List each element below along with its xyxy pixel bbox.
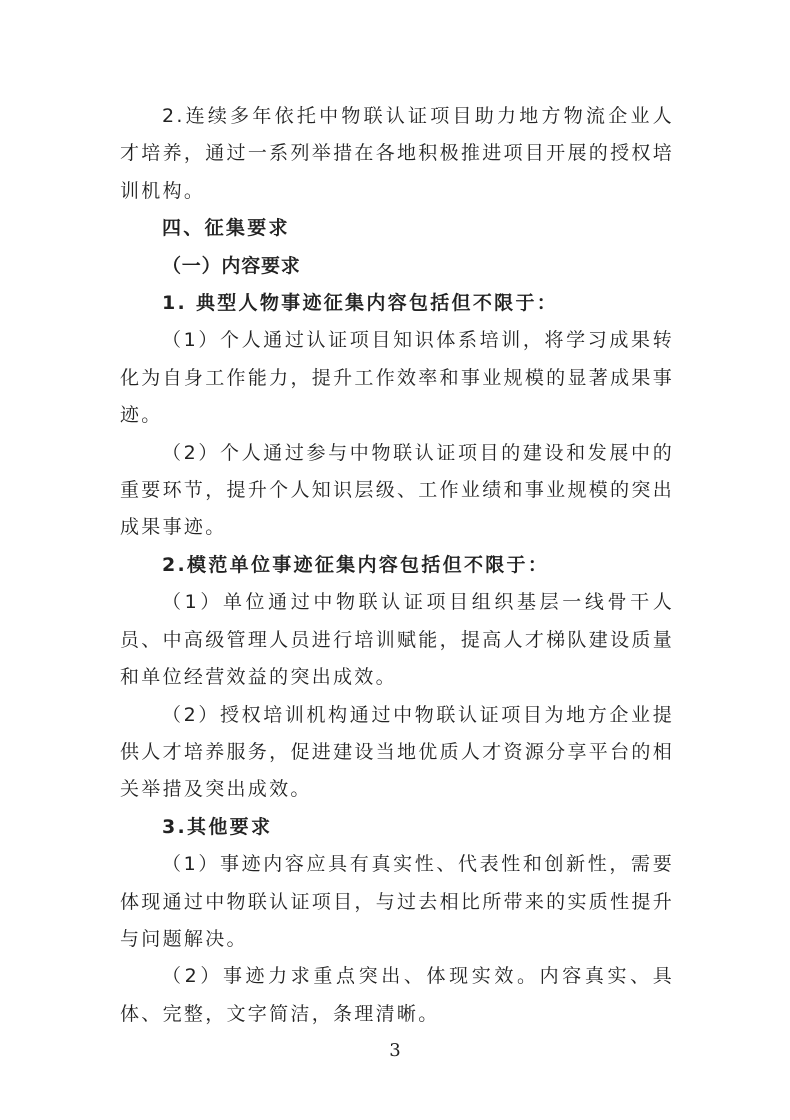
paragraph-person-item-2: （2）个人通过参与中物联认证项目的建设和发展中的重要环节，提升个人知识层级、工作业绩和事业规模的突出成果事迹。 [120,441,674,539]
paragraph-person-item-1: （1）个人通过认证项目知识体系培训，将学习成果转化为自身工作能力，提升工作效率和事业规模的显著成果事迹。 [120,329,674,427]
paragraph-training-institutions: 2.连续多年依托中物联认证项目助力地方物流企业人才培养，通过一系列举措在各地积极推进项目开展的授权培训机构。 [120,105,674,202]
document-body [120,98,674,1033]
heading-other-requirements: 3.其他要求 [162,815,273,838]
heading-typical-person: 1. 典型人物事迹征集内容包括但不限于： [162,292,559,315]
paragraph-unit-item-1: （1）单位通过中物联认证项目组织基层一线骨干人员、中高级管理人员进行培训赋能，提高人才梯队建设质量和单位经营效益的突出成效。 [120,591,674,689]
paragraph-other-item-1: （1）事迹内容应具有真实性、代表性和创新性，需要体现通过中物联认证项目，与过去相比所带来的实质性提升与问题解决。 [120,853,674,950]
paragraph-other-item-2: （2）事迹力求重点突出、体现实效。内容真实、具体、完整，文字简洁，条理清晰。 [120,965,674,1025]
heading-model-unit: 2.模范单位事迹征集内容包括但不限于： [162,553,550,576]
section-heading-requirements: 四、征集要求 [162,217,290,240]
subsection-heading-content: （一）内容要求 [162,254,301,277]
paragraph-unit-item-2: （2）授权培训机构通过中物联认证项目为地方企业提供人才培养服务，促进建设当地优质人才资源分享平台的相关举措及突出成效。 [120,703,674,801]
page-number: 3 [389,1040,401,1061]
